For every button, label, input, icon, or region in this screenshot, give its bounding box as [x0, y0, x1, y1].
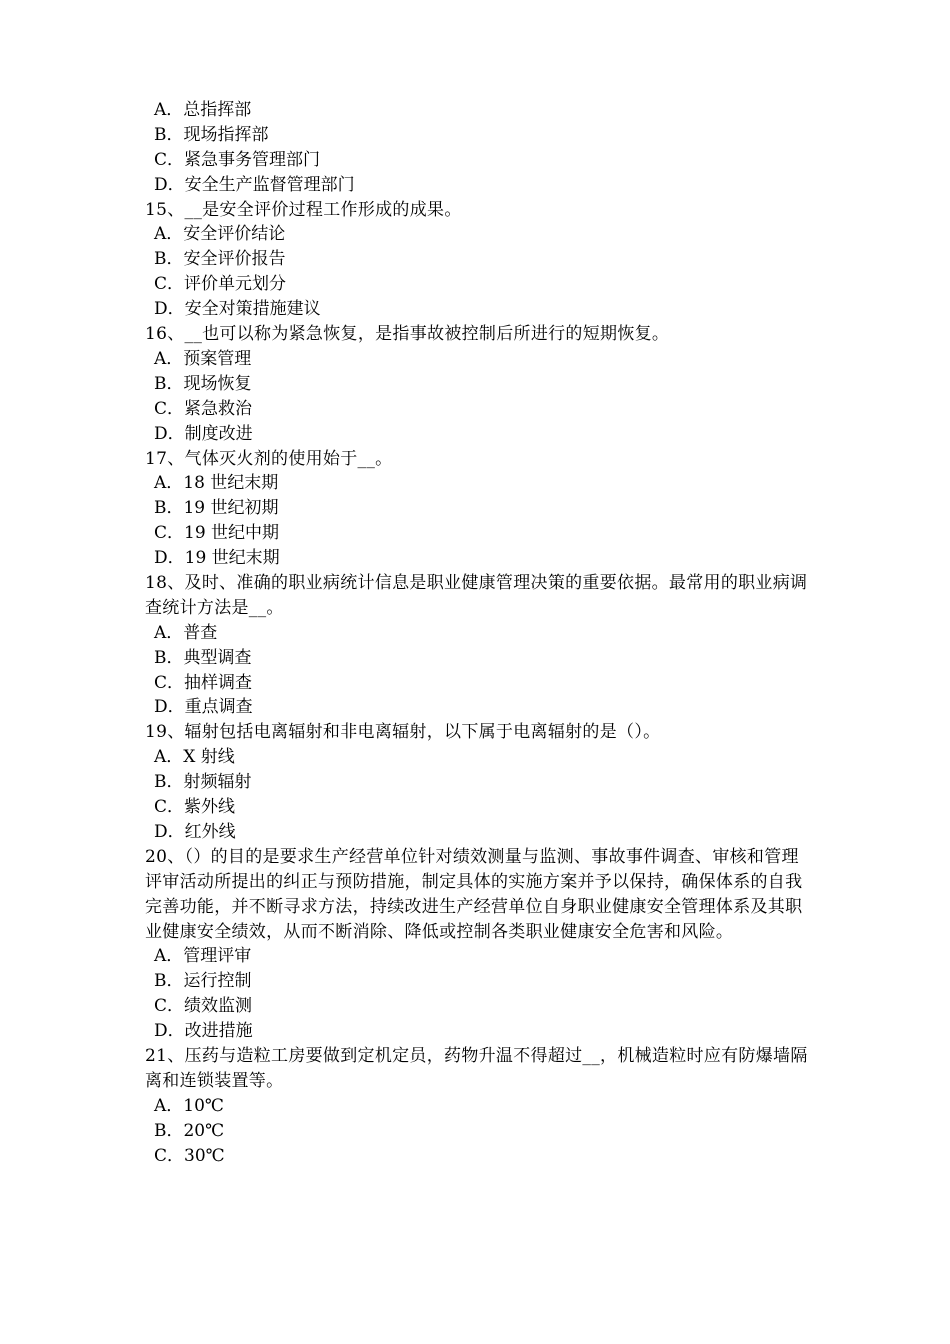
option-d: D．重点调查: [154, 697, 253, 718]
option-b: B．19 世纪初期: [154, 498, 279, 519]
option-c: C．评价单元划分: [154, 274, 287, 295]
option-c: C．30℃: [154, 1145, 225, 1166]
option-a: A．安全评价结论: [154, 224, 286, 245]
option-b: B．20℃: [154, 1120, 225, 1141]
option-c: C．绩效监测: [154, 996, 253, 1017]
question-20: [145, 845, 810, 1044]
option-d: D．安全对策措施建议: [154, 299, 321, 320]
option-b: B．射频辐射: [154, 772, 252, 793]
question-text: 21、压药与造粒工房要做到定机定员，药物升温不得超过__，机械造粒时应有防爆墙隔离和连锁装置等。: [145, 1046, 808, 1091]
option-a: A．普查: [154, 622, 218, 643]
question-21: [145, 1044, 810, 1168]
option-c: C．紫外线: [154, 797, 236, 818]
question-text: 20、（）的目的是要求生产经营单位针对绩效测量与监测、事故事件调查、审核和管理评审活动所提出的纠正与预防措施，制定具体的实施方案并予以保持，确保体系的自我完善功能，并不断寻求方法，持续改进生产经营单位自身职业健康安全管理体系及其职业健康安全绩效，从而不断消除、降低或控制各类职业健康安全危害和风险。: [145, 846, 803, 942]
question-16: [145, 322, 810, 446]
question-18: [145, 571, 810, 720]
option-b: B．运行控制: [154, 971, 252, 992]
option-a: A．预案管理: [154, 348, 252, 369]
option-a: A．管理评审: [154, 946, 252, 967]
option-c: C．19 世纪中期: [154, 523, 280, 544]
option-a: A．X 射线: [154, 747, 235, 768]
question-list: [145, 98, 810, 1168]
question-text: 15、__是安全评价过程工作形成的成果。: [145, 199, 462, 220]
question-text: 18、及时、准确的职业病统计信息是职业健康管理决策的重要依据。最常用的职业病调查统计方法是__。: [145, 572, 808, 618]
option-d: D．19 世纪末期: [154, 548, 280, 569]
question-text: 16、__也可以称为紧急恢复，是指事故被控制后所进行的短期恢复。: [145, 324, 670, 345]
option-d: D．红外线: [154, 821, 236, 842]
question-15: [145, 198, 810, 322]
option-leading-a: A．总指挥部: [154, 100, 252, 120]
option-c: C．抽样调查: [154, 672, 253, 693]
option-d: D．改进措施: [154, 1021, 253, 1042]
option-a: A．10℃: [154, 1095, 224, 1116]
option-leading-d: D．安全生产监督管理部门: [154, 174, 355, 195]
question-17: [145, 447, 810, 571]
option-d: D．制度改进: [154, 423, 253, 444]
option-b: B．现场恢复: [154, 373, 252, 394]
question-text: 19、辐射包括电离辐射和非电离辐射，以下属于电离辐射的是（）。: [145, 722, 661, 743]
question-19: [145, 720, 810, 844]
option-b: B．安全评价报告: [154, 249, 286, 270]
option-b: B．典型调查: [154, 647, 252, 668]
option-leading-c: C．紧急事务管理部门: [154, 149, 321, 170]
option-leading-b: B．现场指挥部: [154, 124, 269, 145]
option-c: C．紧急救治: [154, 398, 253, 419]
option-a: A．18 世纪末期: [154, 473, 279, 494]
question-text: 17、气体灭火剂的使用始于__。: [145, 448, 393, 469]
